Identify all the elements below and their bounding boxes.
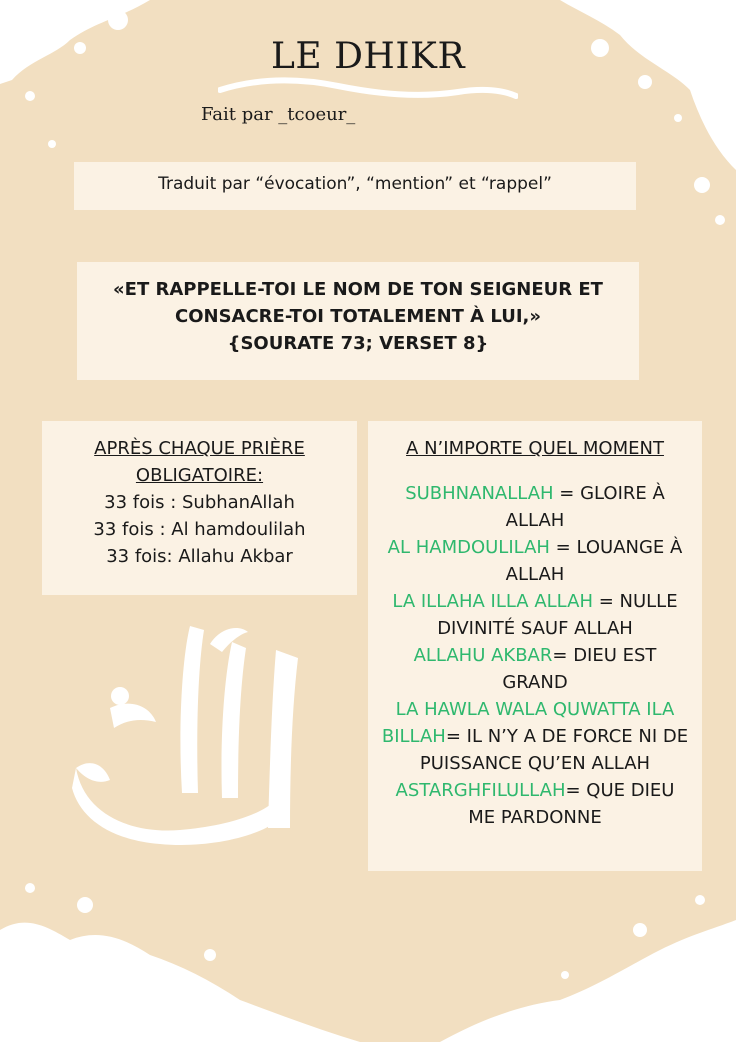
dhikr-meaning: = IL N’Y A DE FORCE NI DE (445, 726, 689, 747)
dhikr-line (368, 777, 702, 804)
translation-text: Traduit par “évocation”, “mention” et “rappel” (158, 174, 552, 194)
translation-box (74, 162, 636, 210)
dhikr-meaning: ALLAH (505, 564, 565, 585)
dhikr-count-item: 33 fois : Al hamdoulilah (93, 519, 306, 540)
dhikr-line (368, 804, 702, 831)
dhikr-meaning: = GLOIRE À (553, 483, 665, 504)
page-title: LE DHIKR (270, 36, 466, 77)
dhikr-meaning: = DIEU EST (552, 645, 657, 666)
dhikr-line (368, 534, 702, 561)
dhikr-line (368, 696, 702, 723)
dhikr-meaning: PUISSANCE QU’EN ALLAH (419, 753, 651, 774)
dhikr-meaning: = LOUANGE À (549, 537, 683, 558)
dhikr-line (368, 507, 702, 534)
dhikr-count-item: 33 fois: Allahu Akbar (106, 546, 293, 567)
verse-line: «ET RAPPELLE-TOI LE NOM DE TON SEIGNEUR ET (113, 279, 603, 300)
dhikr-arabic: SUBHNANALLAH (405, 483, 554, 504)
after-prayer-heading: OBLIGATOIRE: (135, 465, 264, 486)
after-prayer-content (42, 435, 357, 570)
dhikr-meaning: = NULLE (592, 591, 678, 612)
author-credit: Fait par _tcoeur_ (201, 104, 356, 125)
dhikr-line (368, 750, 702, 777)
anytime-box (368, 421, 702, 871)
dhikr-line (368, 723, 702, 750)
dhikr-arabic: LA ILLAHA ILLA ALLAH (392, 591, 593, 612)
verse-reference: {SOURATE 73; VERSET 8} (227, 333, 489, 354)
dhikr-arabic: ASTARGHFILULLAH (395, 780, 566, 801)
anytime-content (368, 435, 702, 831)
dhikr-meaning: DIVINITÉ SAUF ALLAH (437, 618, 633, 639)
dhikr-arabic: LA HAWLA WALA QUWATTA ILA (395, 699, 675, 720)
dhikr-line (368, 669, 702, 696)
dhikr-line (368, 480, 702, 507)
dhikr-meaning: GRAND (502, 672, 568, 693)
allah-calligraphy-icon (70, 618, 320, 848)
after-prayer-heading: APRÈS CHAQUE PRIÈRE (94, 438, 305, 459)
dhikr-meaning: ME PARDONNE (468, 807, 602, 828)
dhikr-line (368, 561, 702, 588)
dhikr-count-item: 33 fois : SubhanAllah (104, 492, 295, 513)
verse-line: CONSACRE-TOI TOTALEMENT À LUI,» (175, 306, 541, 327)
after-prayer-box (42, 421, 357, 595)
dhikr-arabic: BILLAH (381, 726, 446, 747)
dhikr-line (368, 588, 702, 615)
dhikr-arabic: ALLAHU AKBAR (413, 645, 553, 666)
anytime-heading: A N’IMPORTE QUEL MOMENT (406, 438, 664, 459)
dhikr-meaning: = QUE DIEU (565, 780, 675, 801)
dhikr-arabic: AL HAMDOULILAH (387, 537, 550, 558)
wave-divider-icon (218, 76, 518, 104)
verse-box (77, 262, 639, 380)
dhikr-line (368, 615, 702, 642)
dhikr-line (368, 642, 702, 669)
verse-quote (77, 276, 639, 357)
dhikr-meaning: ALLAH (505, 510, 565, 531)
